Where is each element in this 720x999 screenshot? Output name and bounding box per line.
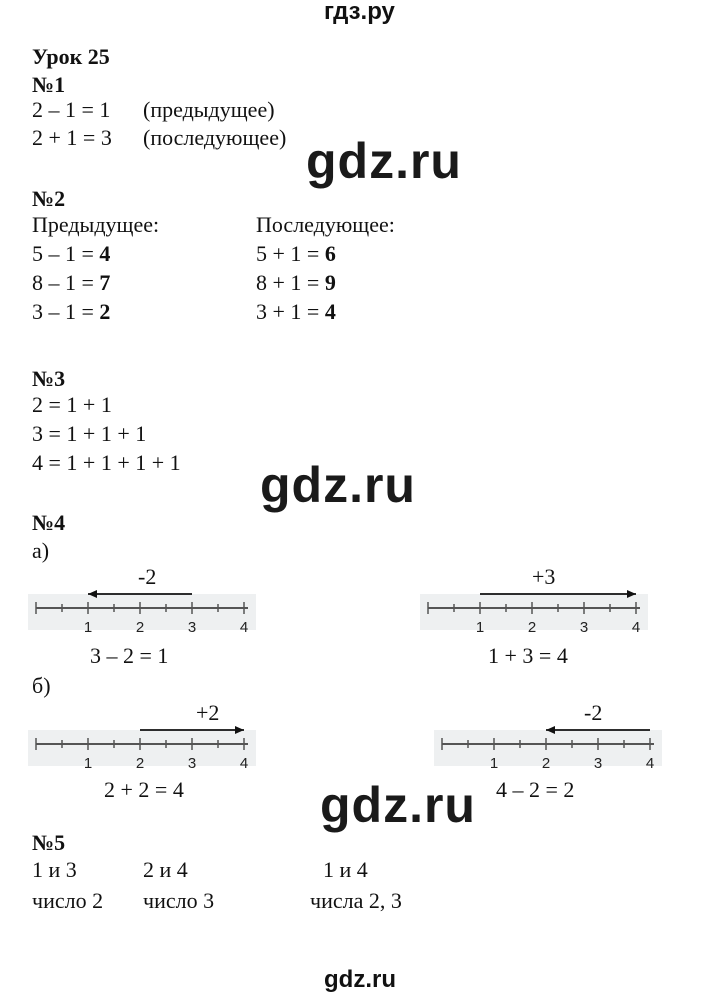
equation-b1: 2 + 2 = 4 bbox=[104, 777, 184, 802]
number-line-b1 bbox=[28, 699, 258, 779]
tick-label: 1 bbox=[83, 619, 93, 636]
tick-label: 3 bbox=[579, 619, 589, 636]
equation-b2: 4 – 2 = 2 bbox=[496, 777, 575, 802]
task2-col-next: Последующее: bbox=[256, 212, 395, 237]
arrow-label-b2: -2 bbox=[584, 700, 603, 725]
arrow-label-b1: +2 bbox=[196, 700, 220, 725]
tick-label: 3 bbox=[593, 755, 603, 772]
tick-label: 1 bbox=[489, 755, 499, 772]
task3-line-1: 2 = 1 + 1 bbox=[32, 392, 112, 417]
task2-prev-row-3: 3 – 1 = 2 bbox=[32, 299, 111, 324]
arrow-label-a2: +3 bbox=[532, 564, 556, 589]
tick-label: 4 bbox=[645, 755, 655, 772]
tick-label: 2 bbox=[527, 619, 537, 636]
lesson-title: Урок 25 bbox=[32, 44, 110, 69]
task2-prev-row-1: 5 – 1 = 4 bbox=[32, 241, 111, 266]
watermark-gdz-1: gdz.ru bbox=[306, 133, 462, 189]
task1-note-2: (последующее) bbox=[143, 125, 287, 150]
task5-header: №5 bbox=[32, 830, 66, 855]
tick-label: 4 bbox=[239, 619, 249, 636]
watermark-bottom: gdz.ru bbox=[324, 966, 396, 993]
tick-label: 1 bbox=[475, 619, 485, 636]
equation-a2: 1 + 3 = 4 bbox=[488, 643, 568, 668]
task3-line-2: 3 = 1 + 1 + 1 bbox=[32, 421, 147, 446]
tick-label: 4 bbox=[239, 755, 249, 772]
task4-part-b: б) bbox=[32, 673, 51, 698]
watermark-gdz-2: gdz.ru bbox=[260, 457, 416, 513]
task2-prev-row-2: 8 – 1 = 7 bbox=[32, 270, 111, 295]
number-line-b2 bbox=[434, 699, 664, 779]
task2-next-row-3: 3 + 1 = 4 bbox=[256, 299, 336, 324]
task5-r1c3: 1 и 4 bbox=[323, 857, 368, 882]
task2-col-prev: Предыдущее: bbox=[32, 212, 160, 237]
tick-label: 2 bbox=[541, 755, 551, 772]
task4-header: №4 bbox=[32, 510, 66, 535]
task4-part-a: а) bbox=[32, 538, 50, 563]
tick-label: 2 bbox=[135, 619, 145, 636]
task5-r1c2: 2 и 4 bbox=[143, 857, 188, 882]
task2-header: №2 bbox=[32, 186, 66, 211]
task3-line-3: 4 = 1 + 1 + 1 + 1 bbox=[32, 450, 181, 475]
equation-a1: 3 – 2 = 1 bbox=[90, 643, 169, 668]
task3-header: №3 bbox=[32, 366, 66, 391]
task1-header: №1 bbox=[32, 72, 66, 97]
tick-label: 3 bbox=[187, 619, 197, 636]
watermark-top: гдз.ру bbox=[324, 0, 395, 25]
task1-expr-1: 2 – 1 = 1 bbox=[32, 97, 111, 122]
task1-note-1: (предыдущее) bbox=[143, 97, 275, 122]
tick-label: 1 bbox=[83, 755, 93, 772]
watermark-gdz-3: gdz.ru bbox=[320, 777, 476, 833]
task1-expr-2: 2 + 1 = 3 bbox=[32, 125, 112, 150]
tick-label: 4 bbox=[631, 619, 641, 636]
task5-r2c2: число 3 bbox=[143, 888, 215, 913]
tick-label: 3 bbox=[187, 755, 197, 772]
tick-label: 2 bbox=[135, 755, 145, 772]
arrow-label-a1: -2 bbox=[138, 564, 157, 589]
task5-r2c1: число 2 bbox=[32, 888, 104, 913]
task2-next-row-2: 8 + 1 = 9 bbox=[256, 270, 336, 295]
task5-r2c3: числа 2, 3 bbox=[310, 888, 402, 913]
task2-next-row-1: 5 + 1 = 6 bbox=[256, 241, 336, 266]
task5-r1c1: 1 и 3 bbox=[32, 857, 77, 882]
